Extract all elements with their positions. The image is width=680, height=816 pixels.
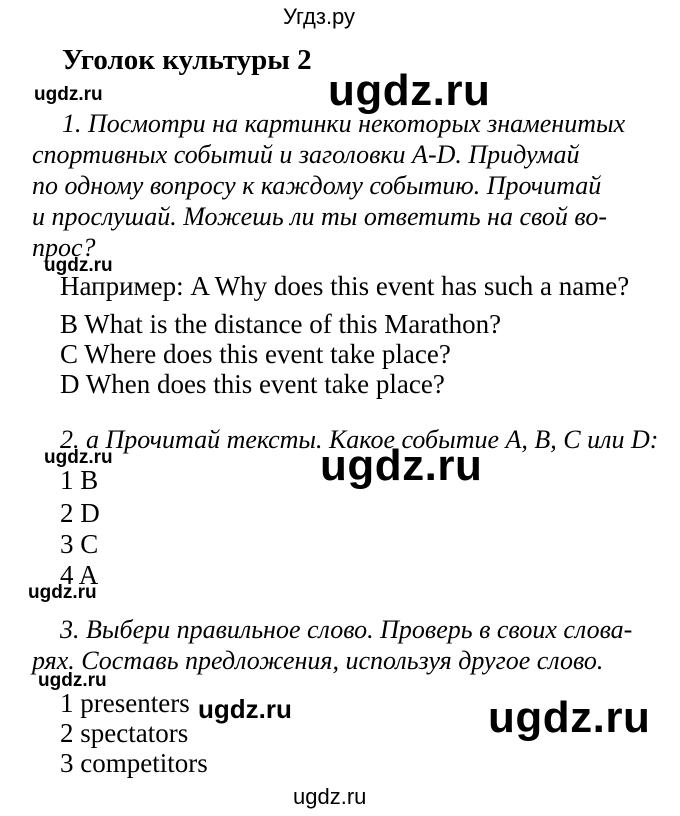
task1-line: и прослушай. Можешь ли ты ответить на свой во- xyxy=(32,202,608,231)
watermark-small: ugdz.ru xyxy=(28,582,97,603)
task3-line: рях. Составь предложения, используя другое слово. xyxy=(32,646,604,675)
site-footer: ugdz.ru xyxy=(293,784,367,809)
watermark-small: ugdz.ru xyxy=(44,255,113,276)
task3-answer: 2 spectators xyxy=(60,718,189,748)
watermark-big: ugdz.ru xyxy=(328,66,491,115)
task1-line: прос? xyxy=(32,233,96,262)
watermark-big: ugdz.ru xyxy=(320,441,483,490)
watermark-small: ugdz.ru xyxy=(34,84,103,105)
task1-answer: B What is the distance of this Marathon? xyxy=(60,309,502,339)
task1-answer: C Where does this event take place? xyxy=(60,339,451,369)
watermark-big: ugdz.ru xyxy=(488,693,651,742)
task3-answer: 3 competitors xyxy=(60,748,208,778)
task2-line: 2. а Прочитай тексты. Какое событие A, B, C или D: xyxy=(60,425,659,454)
site-header: Угдз.ру xyxy=(283,4,356,29)
task1-line: 1. Посмотри на картинки некоторых знаменитых xyxy=(62,109,626,138)
task3-answer: 1 presenters xyxy=(60,688,190,718)
task1-line: по одному вопросу к каждому событию. Прочитай xyxy=(32,171,602,200)
task2-answer: 3 C xyxy=(60,529,99,559)
task1-answer: D When does this event take place? xyxy=(60,369,445,399)
task2-answer: 1 B xyxy=(60,465,99,495)
task1-answer: Например: A Why does this event has such a name? xyxy=(60,271,630,301)
watermark-small: ugdz.ru xyxy=(44,447,113,468)
task1-line: спортивных событий и заголовки A-D. Придумай xyxy=(32,140,580,169)
watermark-small: ugdz.ru xyxy=(38,670,107,691)
task2-answer: 4 A xyxy=(60,560,99,590)
page-title: Уголок культуры 2 xyxy=(62,44,312,76)
task3-line: 3. Выбери правильное слово. Проверь в своих слова- xyxy=(60,615,633,644)
task2-answer: 2 D xyxy=(60,498,100,528)
watermark-medium: ugdz.ru xyxy=(198,694,292,724)
